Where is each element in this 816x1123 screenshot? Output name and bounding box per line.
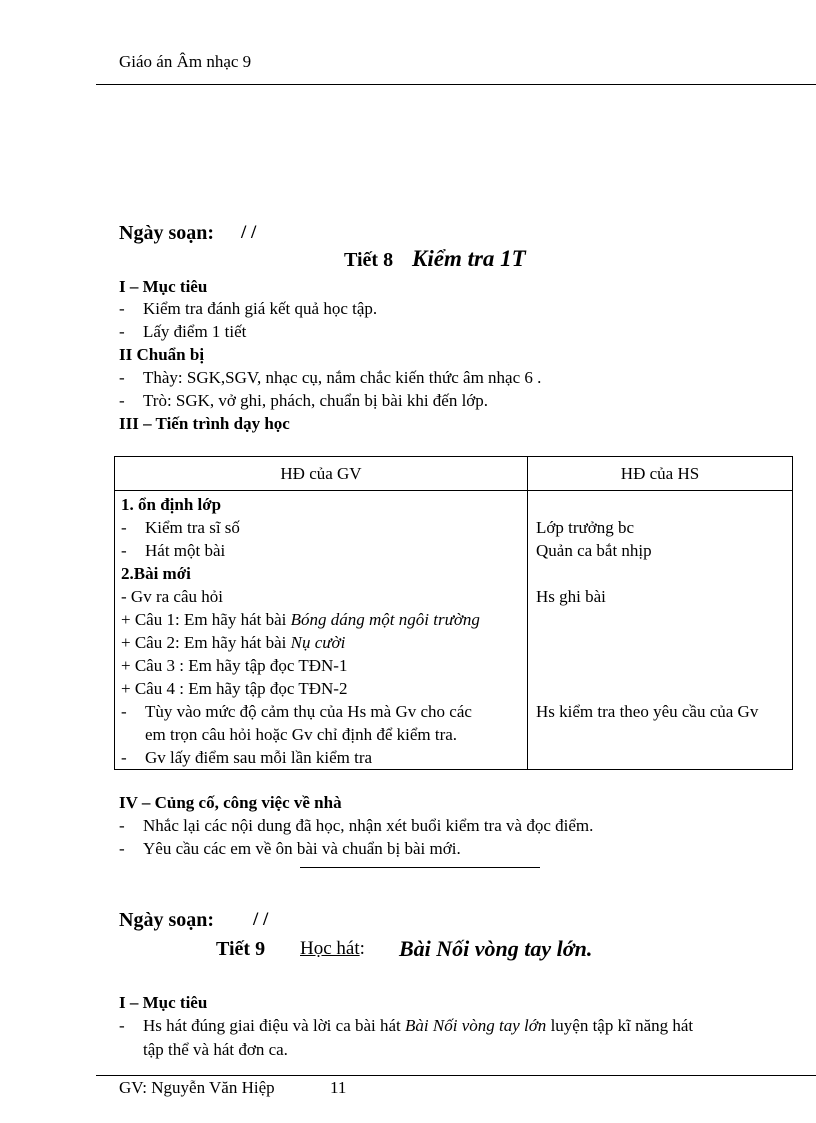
footer-rule	[96, 1075, 816, 1076]
hs-item: Hs ghi bài	[536, 587, 606, 606]
lesson8-s1-heading: I – Mục tiêu	[119, 277, 208, 296]
table-row	[115, 491, 793, 770]
section-divider	[300, 867, 540, 868]
list-item: - Hát một bài	[121, 541, 226, 560]
lesson8-date-value: / /	[241, 222, 257, 243]
lesson9-s1-heading: I – Mục tiêu	[119, 993, 208, 1012]
list-item: - Tùy vào mức độ cảm thụ của Hs mà Gv cho các	[121, 702, 472, 721]
footer-teacher: GV: Nguyễn Văn Hiệp	[119, 1078, 275, 1097]
gv-heading-1: 1. ổn định lớp	[121, 495, 222, 514]
lesson8-s3-heading: III – Tiến trình dạy học	[119, 414, 290, 433]
question-3: + Câu 3 : Em hãy tập đọc TĐN-1	[121, 656, 348, 675]
hs-item: Lớp trưởng bc	[536, 518, 635, 537]
lesson8-title: Kiểm tra 1T	[412, 246, 526, 271]
gv-cell	[115, 491, 528, 770]
hs-item: Quản ca bắt nhịp	[536, 541, 652, 560]
list-item-continued: tập thể và hát đơn ca.	[143, 1040, 288, 1059]
lesson8-s2-heading: II Chuẩn bị	[119, 345, 205, 364]
gv-line: - Gv ra câu hỏi	[121, 587, 223, 606]
col-gv-header: HĐ của GV	[115, 457, 528, 491]
page-number: 11	[330, 1078, 347, 1097]
question-4: + Câu 4 : Em hãy tập đọc TĐN-2	[121, 679, 348, 698]
col-hs-header: HĐ của HS	[528, 457, 793, 491]
table-header-row	[115, 457, 793, 491]
header-title: Giáo án Âm nhạc 9	[119, 52, 252, 71]
hs-item: Hs kiểm tra theo yêu cầu của Gv	[536, 702, 759, 721]
lesson9-date-label: Ngày soạn:	[119, 909, 215, 931]
lesson8-s4-heading: IV – Củng cố, công việc về nhà	[119, 793, 342, 812]
lesson8-tiet: Tiết 8	[344, 249, 394, 271]
question-1: + Câu 1: Em hãy hát bài Bóng dáng một ngôi trường	[121, 610, 480, 629]
lesson8-date-label: Ngày soạn:	[119, 222, 215, 244]
lesson9-tiet: Tiết 9	[216, 938, 266, 960]
hs-cell	[528, 491, 793, 770]
header-rule	[96, 84, 816, 85]
gv-heading-2: 2.Bài mới	[121, 564, 191, 583]
lesson9-date-value: / /	[253, 909, 269, 930]
list-item: - Gv lấy điểm sau mỗi lần kiểm tra	[121, 748, 373, 767]
list-item-continued: em trọn câu hỏi hoặc Gv chỉ định để kiểm tra.	[145, 725, 458, 744]
lesson9-hoc-hat: Học hát:	[300, 938, 365, 959]
question-2: + Câu 2: Em hãy hát bài Nụ cười	[121, 633, 346, 652]
list-item: - Kiểm tra sĩ số	[121, 518, 240, 537]
lesson-plan-table	[114, 456, 793, 770]
lesson9-title: Bài Nối vòng tay lớn.	[399, 936, 593, 961]
